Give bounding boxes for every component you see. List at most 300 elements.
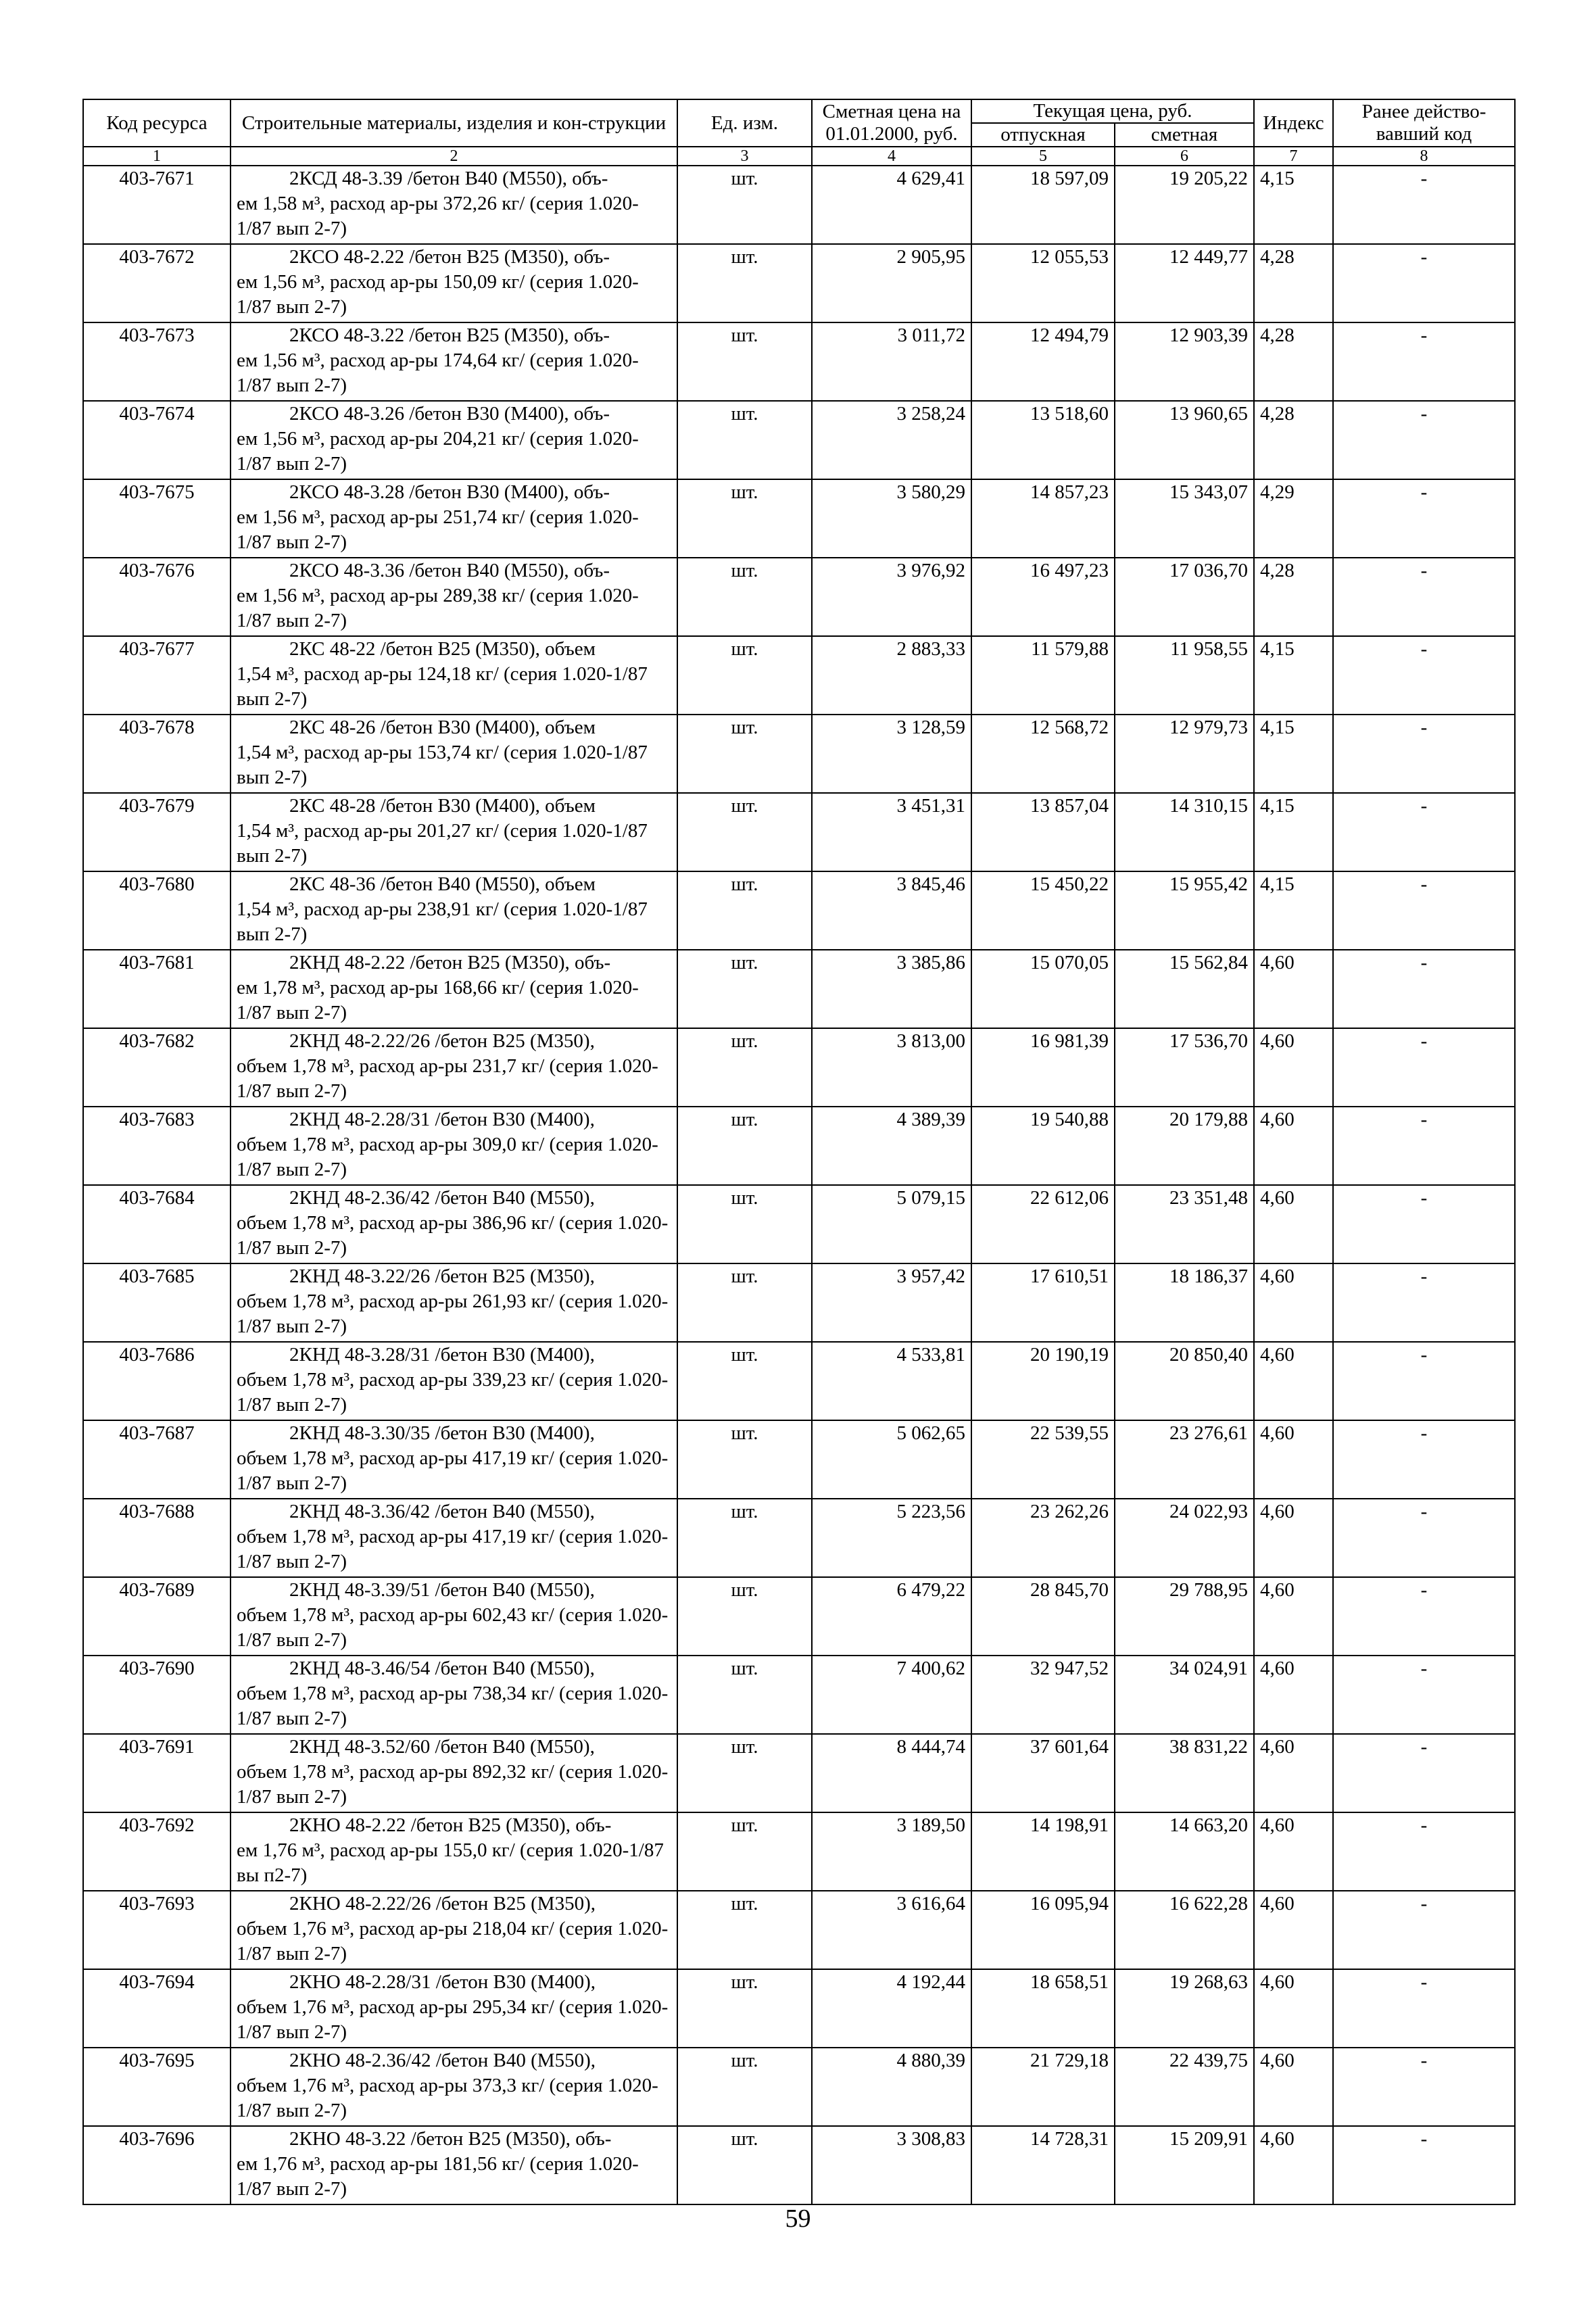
base-price: 5 062,65 (812, 1420, 971, 1499)
material-name (231, 1891, 677, 1969)
base-price: 3 011,72 (812, 322, 971, 401)
header-estimate: сметная (1115, 123, 1254, 147)
prev-code: - (1333, 1891, 1515, 1969)
column-number: 7 (1254, 147, 1333, 166)
unit: шт. (677, 715, 812, 793)
unit: шт. (677, 1185, 812, 1263)
table-row (83, 715, 1515, 793)
resource-code: 403-7673 (83, 322, 231, 401)
header-row (83, 99, 1515, 123)
material-name (231, 1656, 677, 1734)
index-value: 4,28 (1254, 322, 1333, 401)
unit: шт. (677, 479, 812, 558)
prev-code: - (1333, 401, 1515, 479)
prev-code: - (1333, 1734, 1515, 1812)
material-name (231, 2126, 677, 2204)
unit: шт. (677, 401, 812, 479)
base-price: 3 451,31 (812, 793, 971, 871)
base-price: 7 400,62 (812, 1656, 971, 1734)
base-price: 3 813,00 (812, 1028, 971, 1107)
estimate-price: 29 788,95 (1115, 1577, 1254, 1656)
base-price: 5 223,56 (812, 1499, 971, 1577)
price-table-page (82, 99, 1514, 2205)
material-name-rest: ем 1,56 м³, расход ар-ры 204,21 кг/ (серия 1.020-1/87 вып 2-7) (237, 428, 639, 475)
estimate-price: 38 831,22 (1115, 1734, 1254, 1812)
prev-code: - (1333, 1263, 1515, 1342)
unit: шт. (677, 1812, 812, 1891)
estimate-price: 20 850,40 (1115, 1342, 1254, 1420)
table-row (83, 1028, 1515, 1107)
material-name (231, 166, 677, 244)
material-name (231, 322, 677, 401)
base-price: 4 629,41 (812, 166, 971, 244)
table-row (83, 401, 1515, 479)
header-release: отпускная (971, 123, 1115, 147)
release-price: 37 601,64 (971, 1734, 1115, 1812)
unit: шт. (677, 793, 812, 871)
index-value: 4,60 (1254, 1734, 1333, 1812)
column-number: 1 (83, 147, 231, 166)
release-price: 14 728,31 (971, 2126, 1115, 2204)
release-price: 14 198,91 (971, 1812, 1115, 1891)
material-name-first-line: 2КС 48-22 /бетон В25 (М350), объем (289, 638, 596, 660)
material-name-first-line: 2КНО 48-3.22 /бетон В25 (М350), объ- (289, 2128, 612, 2150)
index-value: 4,60 (1254, 2048, 1333, 2126)
unit: шт. (677, 1028, 812, 1107)
material-name-rest: объем 1,78 м³, расход ар-ры 738,34 кг/ (серия 1.020-1/87 вып 2-7) (237, 1683, 669, 1729)
table-row (83, 322, 1515, 401)
estimate-price: 12 979,73 (1115, 715, 1254, 793)
table-row (83, 793, 1515, 871)
release-price: 15 070,05 (971, 950, 1115, 1028)
material-name-first-line: 2КСО 48-3.36 /бетон В40 (М550), объ- (289, 560, 610, 581)
index-value: 4,60 (1254, 1185, 1333, 1263)
header-index: Индекс (1254, 99, 1333, 147)
release-price: 16 497,23 (971, 558, 1115, 636)
resource-code: 403-7679 (83, 793, 231, 871)
resource-code: 403-7692 (83, 1812, 231, 1891)
base-price: 3 616,64 (812, 1891, 971, 1969)
release-price: 32 947,52 (971, 1656, 1115, 1734)
estimate-price: 15 955,42 (1115, 871, 1254, 950)
material-name (231, 793, 677, 871)
base-price: 3 128,59 (812, 715, 971, 793)
index-value: 4,28 (1254, 401, 1333, 479)
base-price: 5 079,15 (812, 1185, 971, 1263)
estimate-price: 11 958,55 (1115, 636, 1254, 715)
material-name (231, 1342, 677, 1420)
material-name-rest: ем 1,78 м³, расход ар-ры 168,66 кг/ (серия 1.020-1/87 вып 2-7) (237, 977, 639, 1023)
header-prev-code: Ранее действо-вавший код (1333, 99, 1515, 147)
material-name-rest: объем 1,78 м³, расход ар-ры 261,93 кг/ (серия 1.020-1/87 вып 2-7) (237, 1290, 669, 1337)
release-price: 20 190,19 (971, 1342, 1115, 1420)
table-row (83, 244, 1515, 322)
index-value: 4,60 (1254, 1969, 1333, 2048)
estimate-price: 34 024,91 (1115, 1656, 1254, 1734)
base-price: 2 905,95 (812, 244, 971, 322)
unit: шт. (677, 1577, 812, 1656)
estimate-price: 19 268,63 (1115, 1969, 1254, 2048)
table-row (83, 558, 1515, 636)
material-name (231, 1028, 677, 1107)
estimate-price: 18 186,37 (1115, 1263, 1254, 1342)
material-name-first-line: 2КНД 48-3.28/31 /бетон В30 (М400), (289, 1344, 595, 1366)
material-name-rest: ем 1,76 м³, расход ар-ры 181,56 кг/ (серия 1.020-1/87 вып 2-7) (237, 2153, 639, 2200)
prev-code: - (1333, 166, 1515, 244)
index-value: 4,60 (1254, 1891, 1333, 1969)
index-value: 4,60 (1254, 1812, 1333, 1891)
resource-code: 403-7682 (83, 1028, 231, 1107)
index-value: 4,60 (1254, 1028, 1333, 1107)
index-value: 4,60 (1254, 950, 1333, 1028)
table-row (83, 166, 1515, 244)
unit: шт. (677, 1107, 812, 1185)
estimate-price: 19 205,22 (1115, 166, 1254, 244)
material-name (231, 1185, 677, 1263)
material-name-rest: объем 1,76 м³, расход ар-ры 373,3 кг/ (серия 1.020-1/87 вып 2-7) (237, 2075, 658, 2121)
index-value: 4,60 (1254, 1577, 1333, 1656)
index-value: 4,60 (1254, 1656, 1333, 1734)
table-row (83, 1656, 1515, 1734)
material-name-first-line: 2КНД 48-2.22/26 /бетон В25 (М350), (289, 1030, 595, 1052)
material-name-rest: 1,54 м³, расход ар-ры 238,91 кг/ (серия 1.020-1/87 вып 2-7) (237, 898, 648, 945)
resource-code: 403-7694 (83, 1969, 231, 2048)
estimate-price: 24 022,93 (1115, 1499, 1254, 1577)
table-row (83, 1107, 1515, 1185)
material-name (231, 558, 677, 636)
unit: шт. (677, 950, 812, 1028)
table-row (83, 1263, 1515, 1342)
unit: шт. (677, 244, 812, 322)
release-price: 12 055,53 (971, 244, 1115, 322)
resource-code: 403-7672 (83, 244, 231, 322)
prev-code: - (1333, 322, 1515, 401)
table-row (83, 2126, 1515, 2204)
table-row (83, 1734, 1515, 1812)
index-value: 4,60 (1254, 2126, 1333, 2204)
material-name (231, 1420, 677, 1499)
material-name (231, 1734, 677, 1812)
table-row (83, 1185, 1515, 1263)
index-value: 4,15 (1254, 871, 1333, 950)
unit: шт. (677, 1734, 812, 1812)
resource-code: 403-7678 (83, 715, 231, 793)
material-name-rest: объем 1,78 м³, расход ар-ры 602,43 кг/ (серия 1.020-1/87 вып 2-7) (237, 1604, 669, 1651)
index-value: 4,15 (1254, 793, 1333, 871)
base-price: 4 533,81 (812, 1342, 971, 1420)
release-price: 28 845,70 (971, 1577, 1115, 1656)
unit: шт. (677, 1499, 812, 1577)
material-name-first-line: 2КНД 48-2.28/31 /бетон В30 (М400), (289, 1109, 595, 1130)
material-name-first-line: 2КСО 48-3.26 /бетон В30 (М400), объ- (289, 403, 610, 425)
release-price: 22 612,06 (971, 1185, 1115, 1263)
material-name-rest: объем 1,78 м³, расход ар-ры 892,32 кг/ (серия 1.020-1/87 вып 2-7) (237, 1761, 669, 1808)
material-name-rest: 1,54 м³, расход ар-ры 153,74 кг/ (серия 1.020-1/87 вып 2-7) (237, 742, 648, 788)
release-price: 18 597,09 (971, 166, 1115, 244)
table-row (83, 636, 1515, 715)
base-price: 3 308,83 (812, 2126, 971, 2204)
estimate-price: 15 562,84 (1115, 950, 1254, 1028)
base-price: 6 479,22 (812, 1577, 971, 1656)
table-body (83, 166, 1515, 2204)
column-number: 2 (231, 147, 677, 166)
material-name (231, 1577, 677, 1656)
unit: шт. (677, 558, 812, 636)
release-price: 22 539,55 (971, 1420, 1115, 1499)
material-name-first-line: 2КНО 48-2.22/26 /бетон В25 (М350), (289, 1893, 596, 1914)
column-number: 6 (1115, 147, 1254, 166)
resource-code: 403-7693 (83, 1891, 231, 1969)
table-row (83, 950, 1515, 1028)
index-value: 4,60 (1254, 1107, 1333, 1185)
material-name (231, 871, 677, 950)
index-value: 4,60 (1254, 1263, 1333, 1342)
material-name (231, 1812, 677, 1891)
release-price: 15 450,22 (971, 871, 1115, 950)
prev-code: - (1333, 1812, 1515, 1891)
prev-code: - (1333, 636, 1515, 715)
release-price: 14 857,23 (971, 479, 1115, 558)
material-name-rest: ем 1,58 м³, расход ар-ры 372,26 кг/ (серия 1.020-1/87 вып 2-7) (237, 193, 639, 239)
material-name-rest: объем 1,78 м³, расход ар-ры 231,7 кг/ (серия 1.020-1/87 вып 2-7) (237, 1055, 658, 1102)
unit: шт. (677, 1891, 812, 1969)
prev-code: - (1333, 793, 1515, 871)
base-price: 3 385,86 (812, 950, 971, 1028)
release-price: 23 262,26 (971, 1499, 1115, 1577)
release-price: 16 095,94 (971, 1891, 1115, 1969)
material-name-first-line: 2КНД 48-3.46/54 /бетон В40 (М550), (289, 1658, 595, 1679)
table-row (83, 871, 1515, 950)
table-row (83, 1420, 1515, 1499)
material-name-rest: ем 1,56 м³, расход ар-ры 174,64 кг/ (серия 1.020-1/87 вып 2-7) (237, 349, 639, 396)
release-price: 12 494,79 (971, 322, 1115, 401)
material-name (231, 1263, 677, 1342)
table-row (83, 1969, 1515, 2048)
estimate-price: 15 209,91 (1115, 2126, 1254, 2204)
material-name-rest: объем 1,78 м³, расход ар-ры 309,0 кг/ (серия 1.020-1/87 вып 2-7) (237, 1134, 658, 1180)
prev-code: - (1333, 1420, 1515, 1499)
material-name (231, 636, 677, 715)
material-name-first-line: 2КС 48-36 /бетон В40 (М550), объем (289, 873, 596, 895)
index-value: 4,15 (1254, 715, 1333, 793)
unit: шт. (677, 1656, 812, 1734)
resource-code: 403-7689 (83, 1577, 231, 1656)
base-price: 3 258,24 (812, 401, 971, 479)
material-name-first-line: 2КНД 48-3.52/60 /бетон В40 (М550), (289, 1736, 595, 1758)
material-name (231, 1107, 677, 1185)
estimate-price: 12 449,77 (1115, 244, 1254, 322)
material-name-first-line: 2КНД 48-3.30/35 /бетон В30 (М400), (289, 1422, 595, 1444)
base-price: 3 845,46 (812, 871, 971, 950)
material-name-first-line: 2КНО 48-2.28/31 /бетон В30 (М400), (289, 1971, 596, 1993)
resource-code: 403-7688 (83, 1499, 231, 1577)
resource-code: 403-7681 (83, 950, 231, 1028)
prev-code: - (1333, 1107, 1515, 1185)
material-name-rest: объем 1,78 м³, расход ар-ры 417,19 кг/ (серия 1.020-1/87 вып 2-7) (237, 1447, 669, 1494)
release-price: 13 857,04 (971, 793, 1115, 871)
estimate-price: 13 960,65 (1115, 401, 1254, 479)
header-name: Строительные материалы, изделия и кон-струкции (231, 99, 677, 147)
prev-code: - (1333, 2048, 1515, 2126)
header-code: Код ресурса (83, 99, 231, 147)
index-value: 4,28 (1254, 244, 1333, 322)
material-name-first-line: 2КНД 48-3.22/26 /бетон В25 (М350), (289, 1265, 595, 1287)
index-value: 4,28 (1254, 558, 1333, 636)
material-name (231, 1969, 677, 2048)
material-name-first-line: 2КНД 48-2.22 /бетон В25 (М350), объ- (289, 952, 611, 973)
resource-code: 403-7674 (83, 401, 231, 479)
resource-code: 403-7695 (83, 2048, 231, 2126)
base-price: 2 883,33 (812, 636, 971, 715)
estimate-price: 23 351,48 (1115, 1185, 1254, 1263)
estimate-price: 12 903,39 (1115, 322, 1254, 401)
material-name-first-line: 2КНД 48-3.36/42 /бетон В40 (М550), (289, 1501, 595, 1522)
prev-code: - (1333, 1499, 1515, 1577)
resource-code: 403-7680 (83, 871, 231, 950)
prev-code: - (1333, 2126, 1515, 2204)
resource-code: 403-7675 (83, 479, 231, 558)
index-value: 4,15 (1254, 636, 1333, 715)
unit: шт. (677, 871, 812, 950)
unit: шт. (677, 636, 812, 715)
material-name (231, 715, 677, 793)
prev-code: - (1333, 479, 1515, 558)
table-row (83, 1812, 1515, 1891)
base-price: 8 444,74 (812, 1734, 971, 1812)
column-number: 5 (971, 147, 1115, 166)
release-price: 18 658,51 (971, 1969, 1115, 2048)
prev-code: - (1333, 1577, 1515, 1656)
prev-code: - (1333, 1656, 1515, 1734)
estimate-price: 20 179,88 (1115, 1107, 1254, 1185)
column-numbers-row (83, 147, 1515, 166)
material-name (231, 244, 677, 322)
material-name-rest: 1,54 м³, расход ар-ры 124,18 кг/ (серия 1.020-1/87 вып 2-7) (237, 663, 648, 710)
material-name-first-line: 2КСД 48-3.39 /бетон В40 (М550), объ- (289, 168, 608, 189)
base-price: 3 580,29 (812, 479, 971, 558)
material-name-rest: ем 1,76 м³, расход ар-ры 155,0 кг/ (серия 1.020-1/87 вы п2-7) (237, 1839, 664, 1886)
column-number: 3 (677, 147, 812, 166)
unit: шт. (677, 2048, 812, 2126)
resource-code: 403-7677 (83, 636, 231, 715)
release-price: 13 518,60 (971, 401, 1115, 479)
material-name-first-line: 2КС 48-26 /бетон В30 (М400), объем (289, 717, 596, 738)
header-current-price: Текущая цена, руб. (971, 99, 1254, 123)
base-price: 4 192,44 (812, 1969, 971, 2048)
base-price: 3 189,50 (812, 1812, 971, 1891)
material-name-rest: 1,54 м³, расход ар-ры 201,27 кг/ (серия 1.020-1/87 вып 2-7) (237, 820, 648, 867)
resource-code: 403-7676 (83, 558, 231, 636)
price-table (82, 99, 1516, 2205)
base-price: 4 389,39 (812, 1107, 971, 1185)
release-price: 17 610,51 (971, 1263, 1115, 1342)
estimate-price: 14 310,15 (1115, 793, 1254, 871)
prev-code: - (1333, 558, 1515, 636)
header-unit: Ед. изм. (677, 99, 812, 147)
estimate-price: 23 276,61 (1115, 1420, 1254, 1499)
resource-code: 403-7690 (83, 1656, 231, 1734)
material-name (231, 401, 677, 479)
unit: шт. (677, 2126, 812, 2204)
material-name-rest: объем 1,76 м³, расход ар-ры 218,04 кг/ (серия 1.020-1/87 вып 2-7) (237, 1918, 669, 1964)
material-name-first-line: 2КСО 48-3.28 /бетон В30 (М400), объ- (289, 481, 610, 503)
prev-code: - (1333, 871, 1515, 950)
header-base-price: Сметная цена на 01.01.2000, руб. (812, 99, 971, 147)
material-name-first-line: 2КСО 48-2.22 /бетон В25 (М350), объ- (289, 246, 610, 268)
resource-code: 403-7687 (83, 1420, 231, 1499)
index-value: 4,60 (1254, 1420, 1333, 1499)
unit: шт. (677, 322, 812, 401)
material-name-first-line: 2КНД 48-3.39/51 /бетон В40 (М550), (289, 1579, 595, 1601)
base-price: 3 976,92 (812, 558, 971, 636)
material-name-first-line: 2КС 48-28 /бетон В30 (М400), объем (289, 795, 596, 817)
estimate-price: 15 343,07 (1115, 479, 1254, 558)
table-row (83, 1891, 1515, 1969)
resource-code: 403-7685 (83, 1263, 231, 1342)
index-value: 4,60 (1254, 1499, 1333, 1577)
estimate-price: 17 036,70 (1115, 558, 1254, 636)
index-value: 4,15 (1254, 166, 1333, 244)
material-name-first-line: 2КНО 48-2.22 /бетон В25 (М350), объ- (289, 1814, 612, 1836)
resource-code: 403-7691 (83, 1734, 231, 1812)
prev-code: - (1333, 1969, 1515, 2048)
prev-code: - (1333, 1342, 1515, 1420)
unit: шт. (677, 166, 812, 244)
material-name-first-line: 2КНО 48-2.36/42 /бетон В40 (М550), (289, 2050, 596, 2071)
material-name-first-line: 2КСО 48-3.22 /бетон В25 (М350), объ- (289, 324, 610, 346)
material-name-rest: объем 1,78 м³, расход ар-ры 339,23 кг/ (серия 1.020-1/87 вып 2-7) (237, 1369, 669, 1416)
material-name-first-line: 2КНД 48-2.36/42 /бетон В40 (М550), (289, 1187, 595, 1209)
estimate-price: 14 663,20 (1115, 1812, 1254, 1891)
material-name-rest: объем 1,78 м³, расход ар-ры 417,19 кг/ (серия 1.020-1/87 вып 2-7) (237, 1526, 669, 1572)
unit: шт. (677, 1420, 812, 1499)
prev-code: - (1333, 1185, 1515, 1263)
column-number: 4 (812, 147, 971, 166)
index-value: 4,29 (1254, 479, 1333, 558)
material-name-rest: объем 1,78 м³, расход ар-ры 386,96 кг/ (серия 1.020-1/87 вып 2-7) (237, 1212, 669, 1259)
resource-code: 403-7671 (83, 166, 231, 244)
column-number: 8 (1333, 147, 1515, 166)
material-name (231, 950, 677, 1028)
base-price: 3 957,42 (812, 1263, 971, 1342)
material-name (231, 2048, 677, 2126)
table-row (83, 1342, 1515, 1420)
material-name (231, 479, 677, 558)
release-price: 12 568,72 (971, 715, 1115, 793)
unit: шт. (677, 1969, 812, 2048)
release-price: 21 729,18 (971, 2048, 1115, 2126)
material-name-rest: ем 1,56 м³, расход ар-ры 251,74 кг/ (серия 1.020-1/87 вып 2-7) (237, 506, 639, 553)
unit: шт. (677, 1342, 812, 1420)
material-name-rest: ем 1,56 м³, расход ар-ры 289,38 кг/ (серия 1.020-1/87 вып 2-7) (237, 585, 639, 631)
material-name-rest: объем 1,76 м³, расход ар-ры 295,34 кг/ (серия 1.020-1/87 вып 2-7) (237, 1996, 669, 2043)
table-row (83, 479, 1515, 558)
release-price: 11 579,88 (971, 636, 1115, 715)
prev-code: - (1333, 715, 1515, 793)
resource-code: 403-7683 (83, 1107, 231, 1185)
prev-code: - (1333, 244, 1515, 322)
estimate-price: 22 439,75 (1115, 2048, 1254, 2126)
material-name-rest: ем 1,56 м³, расход ар-ры 150,09 кг/ (серия 1.020-1/87 вып 2-7) (237, 271, 639, 318)
resource-code: 403-7684 (83, 1185, 231, 1263)
unit: шт. (677, 1263, 812, 1342)
page-number: 59 (785, 2204, 811, 2233)
release-price: 16 981,39 (971, 1028, 1115, 1107)
material-name (231, 1499, 677, 1577)
release-price: 19 540,88 (971, 1107, 1115, 1185)
table-row (83, 2048, 1515, 2126)
prev-code: - (1333, 950, 1515, 1028)
